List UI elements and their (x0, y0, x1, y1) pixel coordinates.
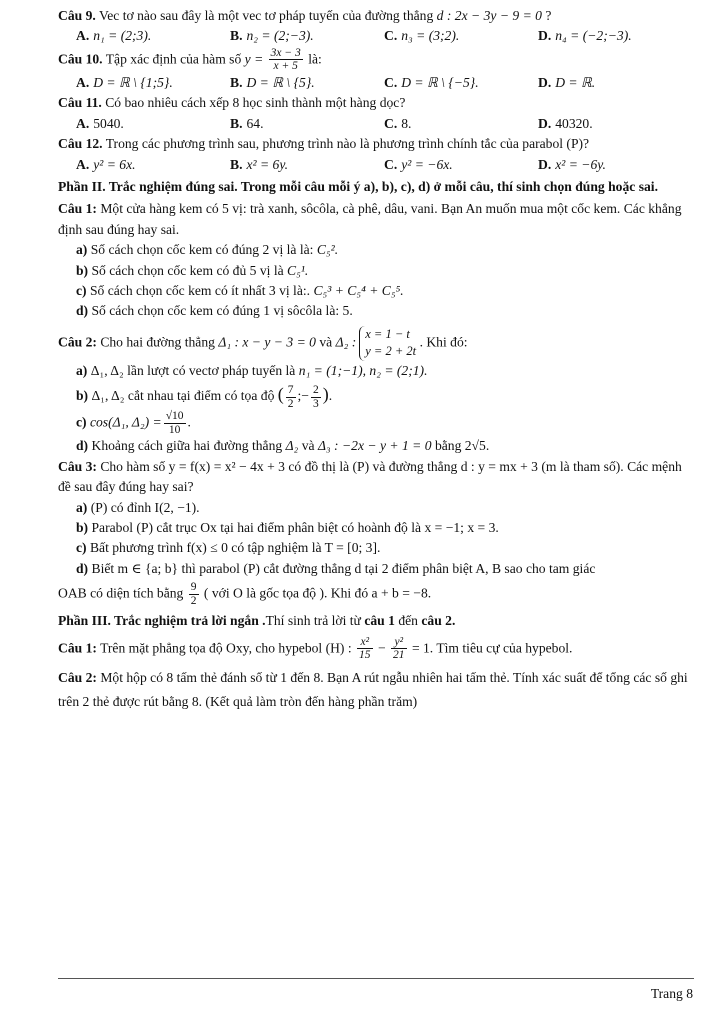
line-equation: d : 2x − 3y − 9 = 0 (436, 8, 542, 23)
option-a: A. D = ℝ \ {1;5}. (76, 75, 173, 91)
question-text: Trong các phương trình sau, phương trình nào là phương trình chính tắc của parabol (P)? (105, 136, 590, 152)
fraction: $\frac{9}{2}$ (190, 581, 197, 607)
option-d: D. D = ℝ. (538, 75, 596, 91)
statement-c: c) cos(Δ₁, Δ₂) = $\frac{√10}{10}$ . (76, 410, 191, 436)
question-label: Câu 9. (58, 8, 96, 23)
question-label: Câu 12. (58, 136, 103, 152)
option-b: B. D = ℝ \ {5}. (230, 75, 315, 91)
statement-b: b) Số cách chọn cốc kem có đủ 5 vị là C₅¹. (76, 262, 309, 278)
question-text: Cho hàm số y = f(x) = x² − 4x + 3 có đồ thị là (P) và đường thẳng d : y = mx + 3 (m là tham số). Các mệnh đề sau đây đúng hay sai? (58, 458, 682, 495)
question-text: Vec tơ nào sau đây là một vec tơ pháp tuyến của đường thẳng (98, 8, 434, 23)
question-label: Câu 2: (58, 670, 97, 686)
option-c: C. 8. (384, 115, 412, 131)
option-c: C. n₃ = (3;2). (384, 28, 460, 44)
question-text: Một hộp có 8 tấm thẻ đánh số từ 1 đến 8. Bạn A rút ngẫu nhiên hai tấm thẻ. Tính xác suất để tổng các số ghi trên 2 thẻ được rút bằng 8. (Kết quả làm tròn đến hàng phần trăm) (58, 670, 688, 709)
question-text: Có bao nhiêu cách xếp 8 học sinh thành một hàng dọc? (105, 95, 406, 111)
options-q11 (76, 114, 692, 134)
fraction: $\frac{2}{3}$ (312, 383, 319, 410)
fraction: $\frac{3x - 3}{x + 5}$ (270, 46, 301, 73)
part2-question-3 (58, 457, 692, 498)
option-b: B. x² = 6y. (230, 156, 289, 172)
statement-d-continued: OAB có diện tích bằng $\frac{9}{2}$ ( với O là gốc tọa độ ). Khi đó a + b = −8. (58, 581, 432, 607)
option-a: A. 5040. (76, 115, 124, 131)
part3-question-1: Câu 1: Trên mặt phẳng tọa độ Oxy, cho hypebol (H) : $\frac{\text{x²}}{15}$ − $\frac{\text{y²}}{21}$ = 1. Tìm tiêu cự của hypebol. (58, 635, 573, 662)
statement-b: b) Parabol (P) cắt trục Ox tại hai điểm phân biệt có hoành độ là x = −1; x = 3. (76, 520, 499, 535)
exam-page (58, 6, 692, 714)
statement-a: a) Δ₁, Δ₂ lần lượt có vectơ pháp tuyến là n₁ = (1;−1), n₂ = (2;1). (76, 362, 428, 378)
part-2-heading: Phần II. Trắc nghiệm đúng sai. Trong mỗi câu mỗi ý a), b), c), d) ở mỗi câu, thí sinh chọn đúng hoặc sai. (58, 179, 658, 195)
question-label: Câu 11. (58, 95, 102, 111)
line-delta1: Δ₁ : x − y − 3 = 0 (218, 334, 316, 350)
question-text: Tập xác định của hàm số (105, 51, 242, 67)
statement-a: a) Số cách chọn cốc kem có đúng 2 vị là là: C₅². (76, 242, 339, 258)
statement-c: c) Bất phương trình f(x) ≤ 0 có tập nghiệm là T = [0; 3]. (76, 540, 381, 556)
parametric-system: x = 1 − t y = 2 + 2t (359, 326, 416, 361)
statement-d: d) Số cách chọn cốc kem có đúng 1 vị sôcôla là: 5. (76, 303, 353, 319)
option-c: C. D = ℝ \ {−5}. (384, 75, 479, 91)
statement-d: d) Biết m ∈ {a; b} thì parabol (P) cắt đường thẳng d tại 2 điểm phân biệt A, B sao cho tam giác (76, 560, 596, 576)
question-label: Câu 2: (58, 334, 97, 350)
question-12 (58, 134, 692, 154)
statement-b: b) Δ₁, Δ₂ cắt nhau tại điểm có tọa độ ( $\frac{7}{2}$ ;− $\frac{2}{3}$ ). (76, 383, 333, 410)
question-9 (58, 6, 692, 26)
fraction: $\frac{\text{y²}}{21}$ (393, 635, 405, 662)
question-10 (58, 47, 692, 73)
fraction: $\frac{\text{x²}}{15}$ (359, 635, 371, 662)
statement-a: a) (P) có đỉnh I(2, −1). (76, 499, 200, 515)
part2-question-1 (58, 199, 692, 240)
option-d: D. 40320. (538, 115, 593, 131)
options-q12 (76, 155, 692, 175)
part-3-heading: Phần III. Trắc nghiệm trả lời ngắn .Thí sinh trả lời từ câu 1 đến câu 2. (58, 613, 456, 629)
function-lhs: y = (244, 51, 264, 67)
footer-divider (58, 978, 694, 979)
option-b: B. 64. (230, 115, 264, 131)
question-end: là: (308, 51, 322, 67)
part2-question-2: Câu 2: Cho hai đường thẳng Δ₁ : x − y − 3 = 0 và Δ₂ :x = 1 − t y = 2 + 2t . Khi đó: (58, 326, 692, 361)
option-d: D. n₄ = (−2;−3). (538, 28, 632, 44)
part3-question-2 (58, 666, 692, 714)
fraction: $\frac{7}{2}$ (287, 383, 294, 410)
statement-d: d) Khoảng cách giữa hai đường thẳng Δ₂ và Δ₃ : −2x − y + 1 = 0 bằng 2√5. (76, 438, 490, 454)
option-b: B. n₂ = (2;−3). (230, 28, 314, 44)
question-end: ? (545, 8, 552, 23)
option-c: C. y² = −6x. (384, 156, 453, 172)
question-label: Câu 10. (58, 51, 103, 67)
fraction: $\frac{√10}{10}$ (165, 410, 184, 436)
question-11 (58, 93, 692, 113)
question-label: Câu 1: (58, 201, 97, 217)
question-label: Câu 3: (58, 458, 97, 474)
option-d: D. x² = −6y. (538, 156, 606, 172)
question-text: Một cửa hàng kem có 5 vị: trà xanh, sôcôla, cà phê, dâu, vani. Bạn An muốn mua một cốc kem. Các khẳng định sau đúng hay sai. (58, 201, 682, 237)
option-a: A. n₁ = (2;3). (76, 28, 152, 44)
page-number: Trang 8 (650, 986, 693, 1001)
statement-c: c) Số cách chọn cốc kem có ít nhất 3 vị là:. C₅³ + C₅⁴ + C₅⁵. (76, 282, 404, 298)
options-q9 (76, 26, 692, 46)
option-a: A. y² = 6x. (76, 156, 136, 172)
options-q10 (76, 73, 692, 93)
question-label: Câu 1: (58, 640, 97, 656)
